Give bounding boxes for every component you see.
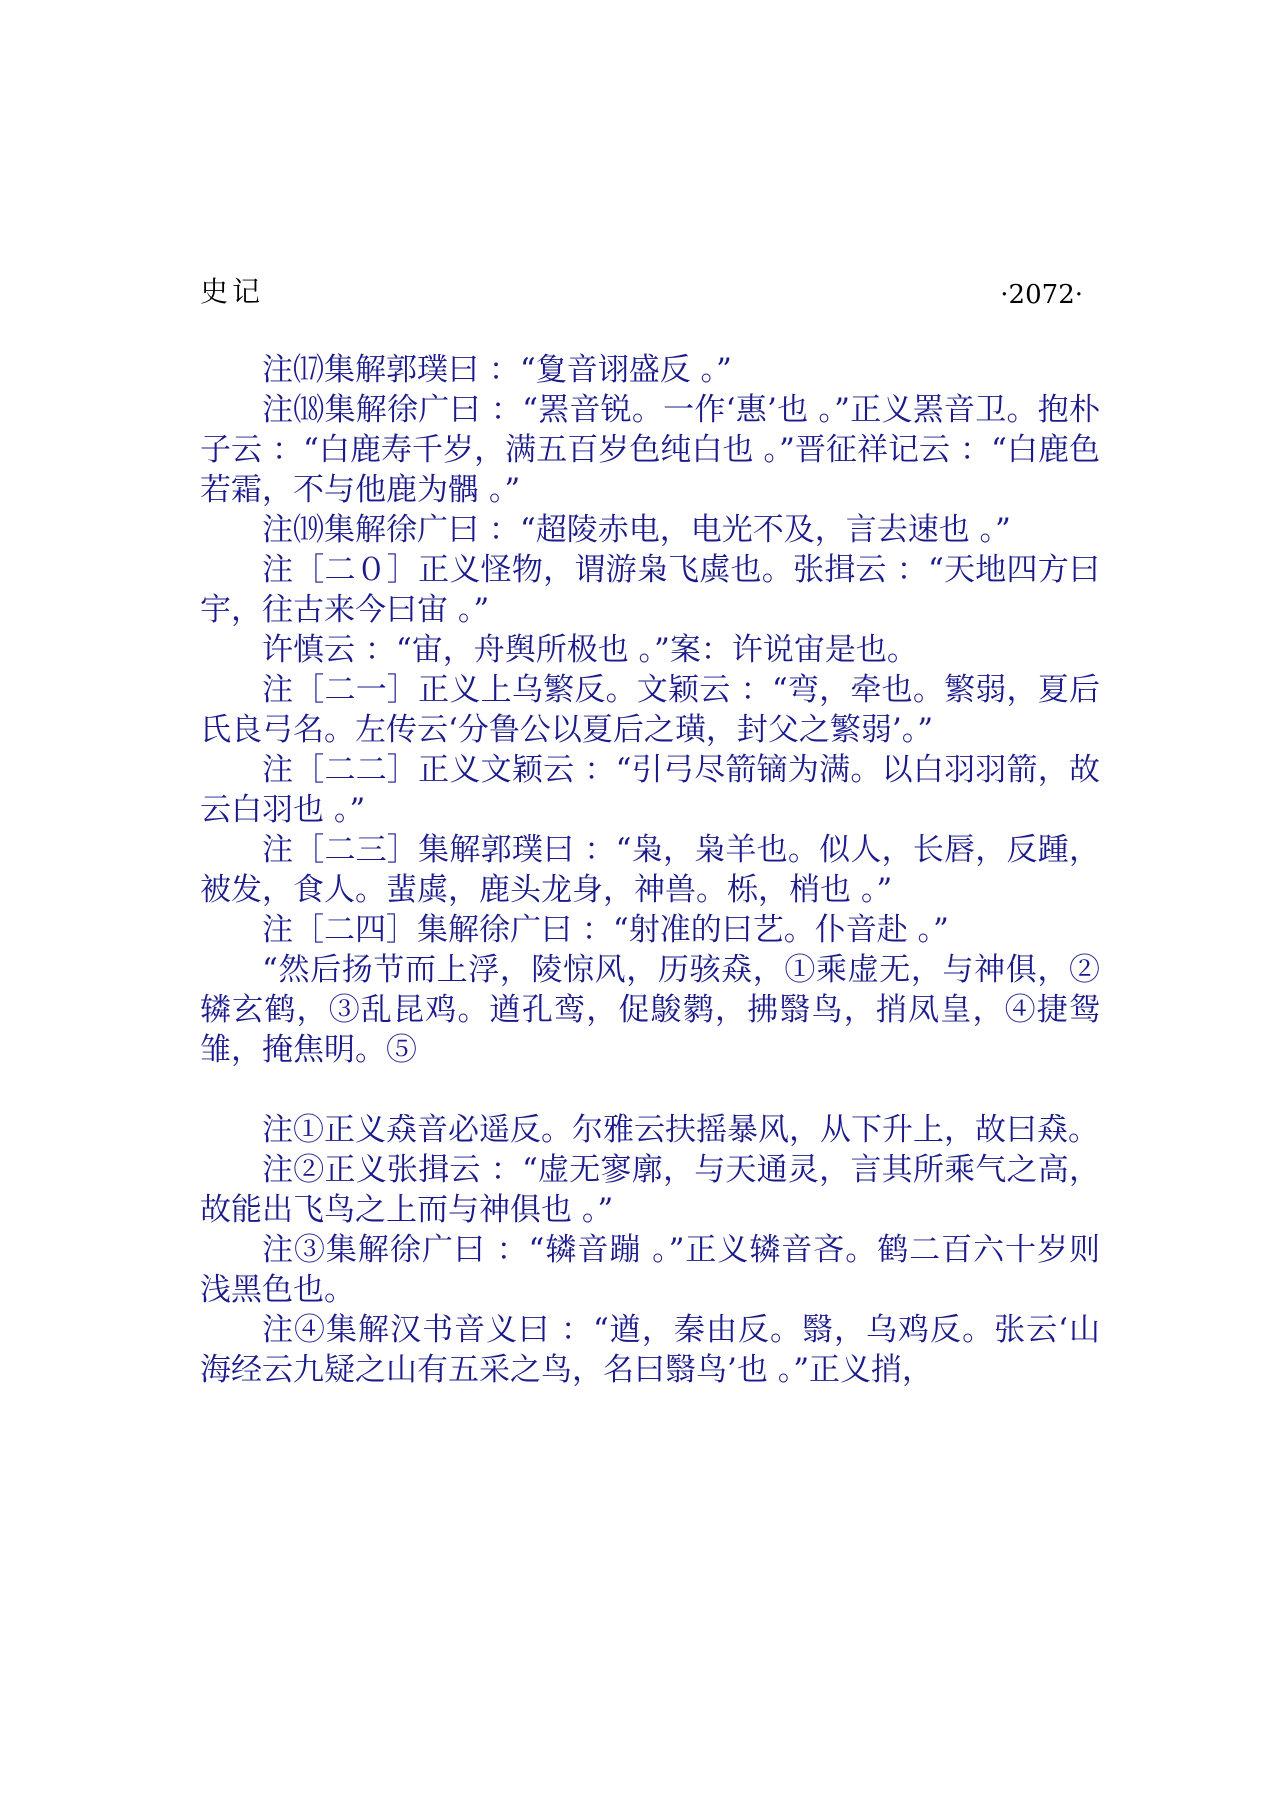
page-number: ·2072· — [1000, 280, 1083, 310]
main-text-paragraph: “然后扬节而上浮，陵惊风，历骇猋，①乘虚无，与神俱，②辚玄鹤，③乱昆鸡。遒孔鸾，促鵔鹲，拂翳鸟，捎凤皇，④捷鸳雏，掩焦明。⑤ — [200, 952, 1100, 1068]
page-header — [200, 270, 1083, 310]
paragraph: 注［二三］集解郭璞曰 ：“枭，枭羊也。似人，长唇，反踵，被发，食人。蜚虡，鹿头龙身，神兽。栎，梢也 。” — [200, 832, 1100, 908]
paragraph: 注⒅集解徐广曰 ：“罴音锐。一作‘惠’也 。”正义罴音卫。抱朴子云 ：“白鹿寿千岁，满五百岁色纯白也 。”晋征祥记云 ：“白鹿色若霜，不与他鹿为髃 。” — [200, 392, 1100, 508]
running-title: 史记 — [200, 275, 265, 308]
paragraph: 许慎云 ：“宙，舟舆所极也 。”案：许说宙是也。 — [262, 632, 918, 668]
note-paragraph: 注③集解徐广曰 ：“辚音蹦 。”正义辚音吝。鹤二百六十岁则浅黑色也。 — [200, 1232, 1100, 1308]
note-paragraph: 注②正义张揖云 ：“虚无寥廓，与天通灵，言其所乘气之高，故能出飞鸟之上而与神俱也 。” — [200, 1152, 1100, 1228]
page-body — [200, 350, 1100, 1390]
paragraph: 注⒆集解徐广曰 ：“超陵赤电，电光不及，言去速也 。” — [262, 512, 1011, 548]
note-paragraph: 注④集解汉书音义曰 ：“遒，秦由反。翳，乌鸡反。张云‘山海经云九疑之山有五采之鸟，名曰翳鸟’也 。”正义捎， — [200, 1312, 1100, 1388]
paragraph: 注［二四］集解徐广曰 ：“射准的曰艺。仆音赴 。” — [262, 912, 949, 948]
paragraph: 注［二一］正义上乌繁反。文颖云 ：“弯，牵也。繁弱，夏后氏良弓名。左传云‘分鲁公以夏后之璜，封父之繁弱’。” — [200, 672, 1100, 748]
paragraph: 注［二二］正义文颖云 ：“引弓尽箭镝为满。以白羽羽箭，故云白羽也 。” — [200, 752, 1100, 828]
paragraph: 注［二０］正义怪物，谓游枭飞虡也。张揖云 ：“天地四方曰宇，往古来今曰宙 。” — [200, 552, 1100, 628]
paragraph: 注⒄集解郭璞曰 ：“夐音诩盛反 。” — [262, 352, 732, 388]
note-paragraph: 注①正义猋音必遥反。尔雅云扶摇暴风，从下升上，故曰猋。 — [262, 1112, 1099, 1148]
section-gap — [200, 1070, 1100, 1110]
